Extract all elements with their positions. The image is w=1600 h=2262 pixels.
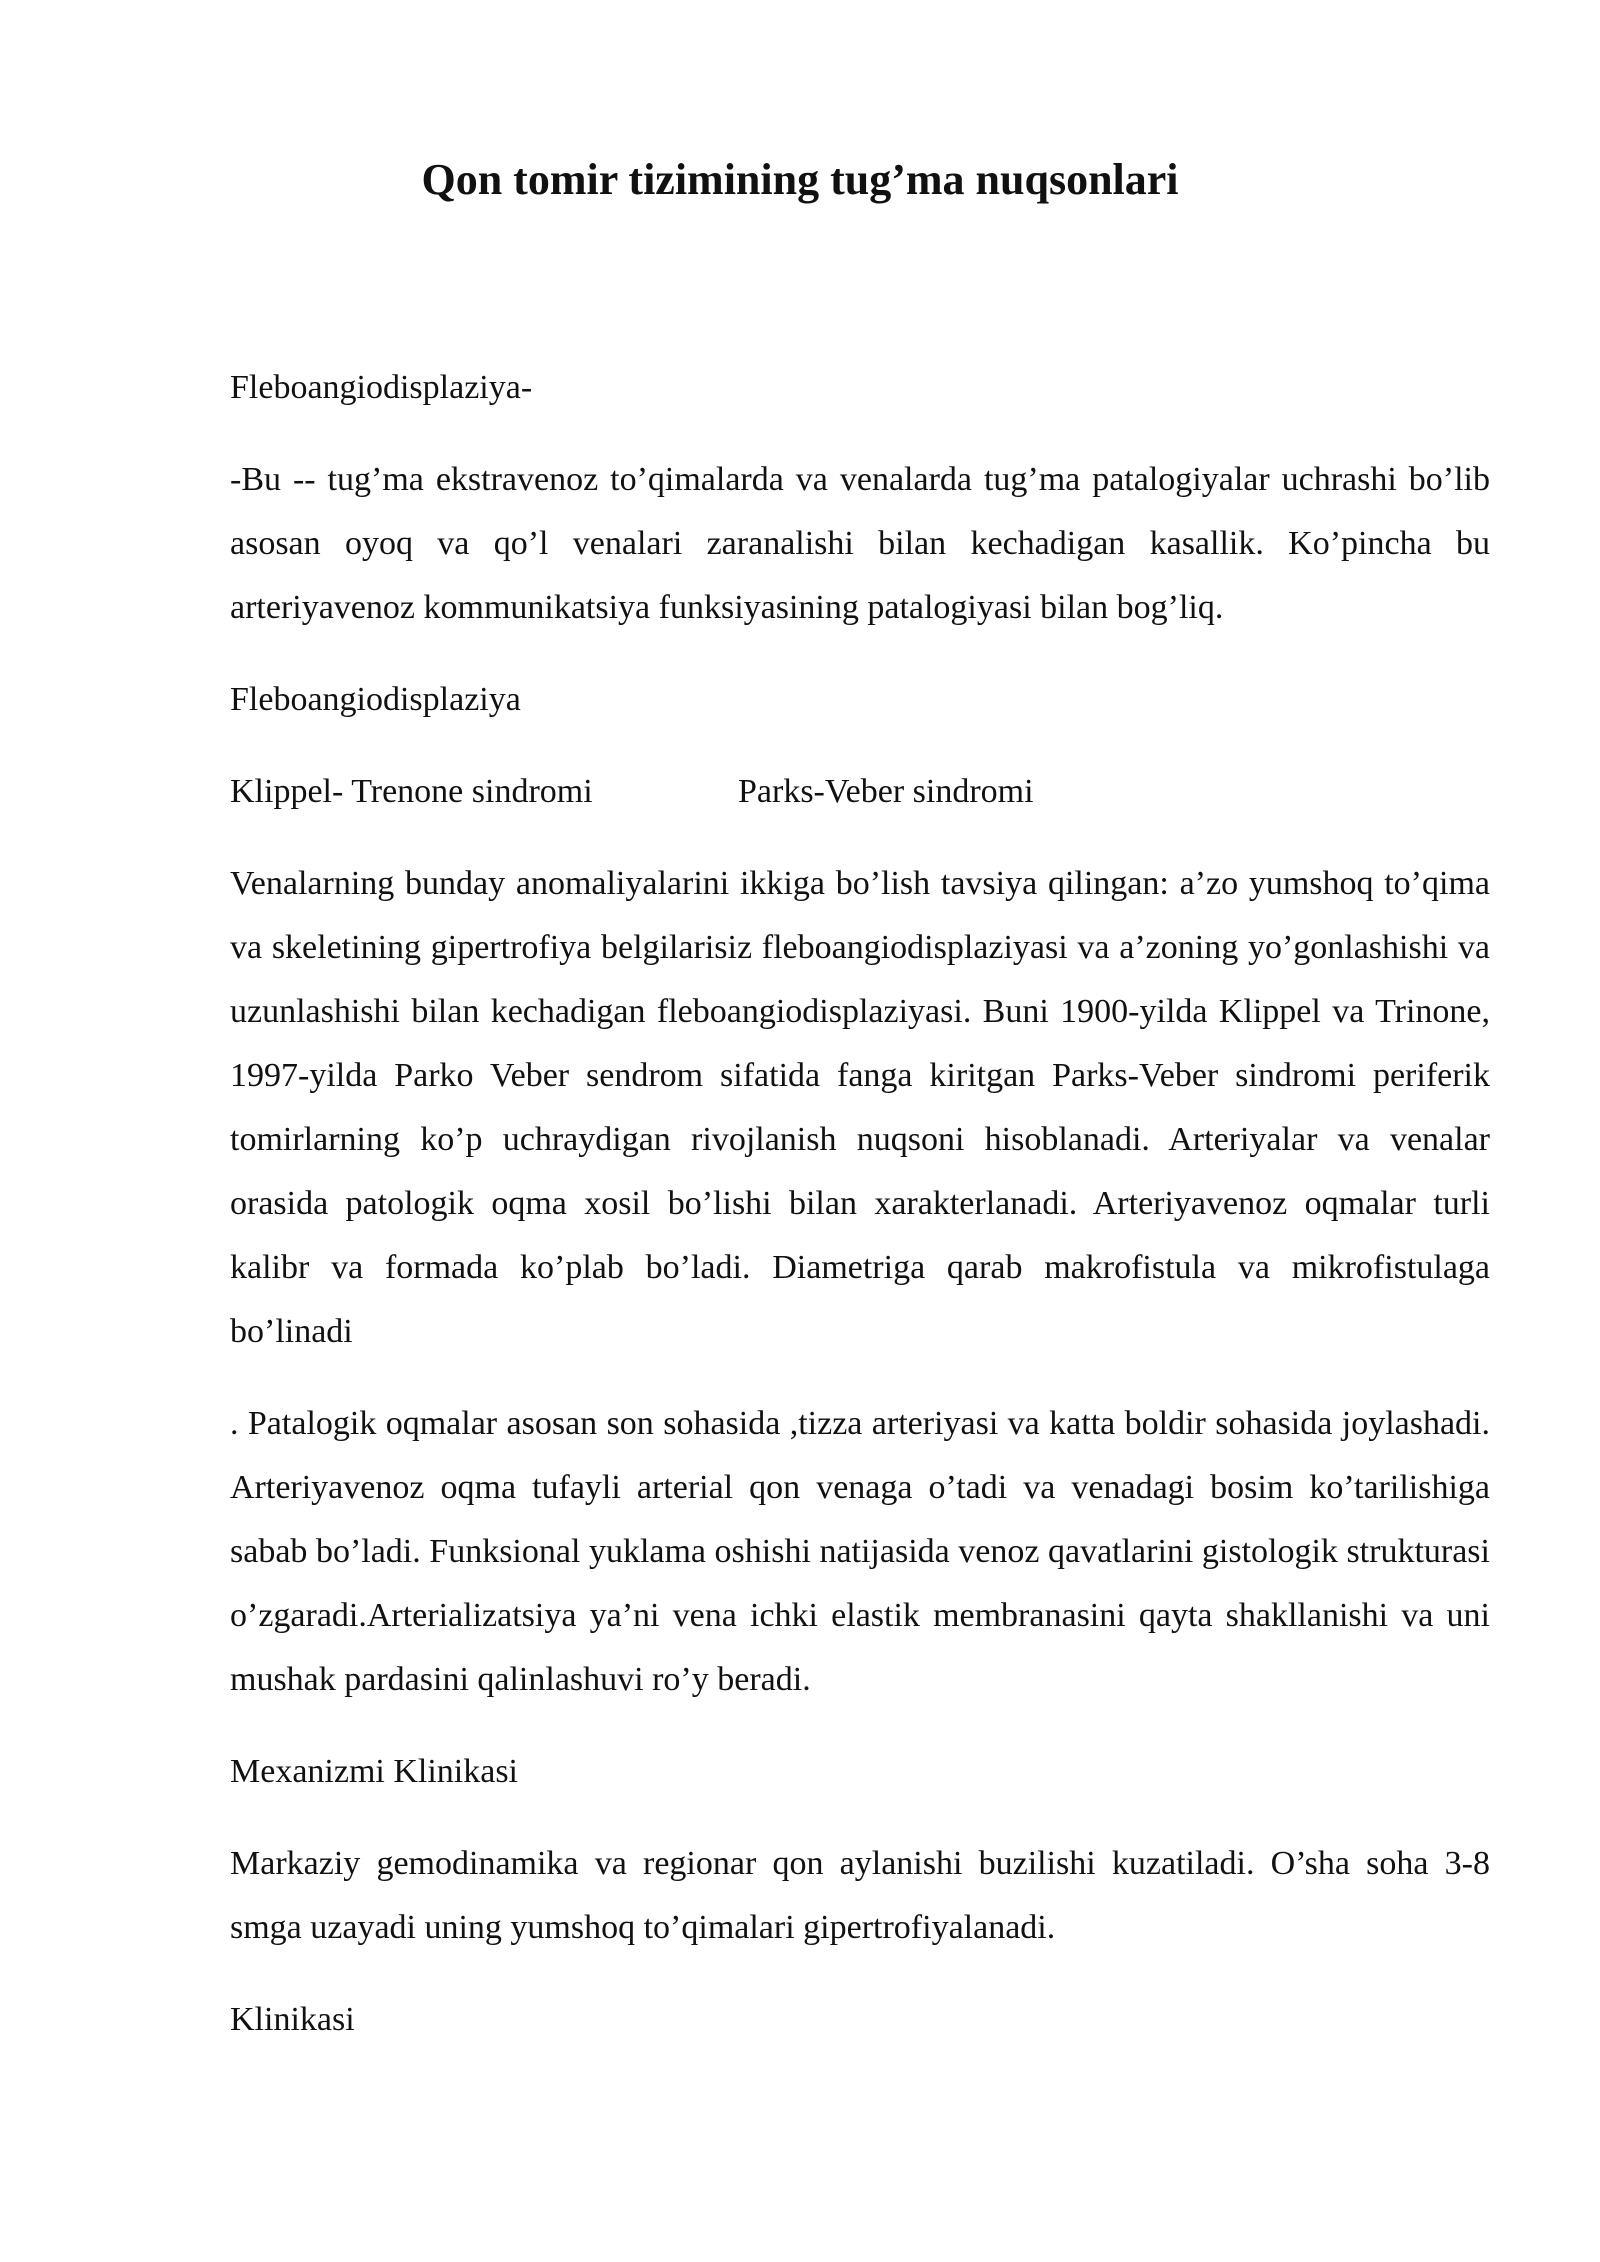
paragraph-pathologic-fistulas: . Patalogik oqmalar asosan son sohasida ,tizza arteriyasi va katta boldir sohasida joylashadi. Arteriyavenoz oqma tufayli arterial qon venaga o’tadi va venadagi bosim ko’tarilishiga sabab bo’ladi. Funksional yuklama oshishi natijasida venoz qavatlarini gistologik strukturasi o’zgaradi.Arterializatsiya ya’ni vena ichki elastik membranasini qayta shakllanishi va uni mushak pardasini qalinlashuvi ro’y beradi.: [230, 1405, 1490, 1698]
syndrome-types-row: [230, 760, 1490, 824]
syndrome-parks-veber: Parks-Veber sindromi: [738, 773, 1034, 810]
section-heading-classification: Fleboangiodisplaziya: [230, 681, 521, 718]
syndrome-klippel-trenone: Klippel- Trenone sindromi: [230, 773, 593, 810]
section-heading-clinic: Klinikasi: [230, 2001, 355, 2038]
paragraph-definition: -Bu -- tug’ma ekstravenoz to’qimalarda va venalarda tug’ma patalogiyalar uchrashi bo’lib asosan oyoq va qo’l venalari zaranalishi bilan kechadigan kasallik. Ko’pincha bu arteriyavenoz kommunikatsiya funksiyasining patalogiyasi bilan bog’liq.: [230, 461, 1490, 626]
document-body: [230, 356, 1490, 2080]
paragraph-anomalies: Venalarning bunday anomaliyalarini ikkiga bo’lish tavsiya qilingan: a’zo yumshoq to’qima va skeletining gipertrofiya belgilarisiz fleboangiodisplaziyasi va a’zoning yo’gonlashishi va uzunlashishi bilan kechadigan fleboangiodisplaziyasi. Buni 1900-yilda Klippel va Trinone, 1997-yilda Parko Veber sendrom sifatida fanga kiritgan Parks-Veber sindromi periferik tomirlarning ko’p uchraydigan rivojlanish nuqsoni hisoblanadi. Arteriyalar va venalar orasida patologik oqma xosil bo’lishi bilan xarakterlanadi. Arteriyavenoz oqmalar turli kalibr va formada ko’plab bo’ladi. Diametriga qarab makrofistula va mikrofistulaga bo’linadi: [230, 865, 1490, 1350]
section-heading-mechanism: Mexanizmi Klinikasi: [230, 1753, 519, 1790]
paragraph-hemodynamics: Markaziy gemodinamika va regionar qon aylanishi buzilishi kuzatiladi. O’sha soha 3-8 smga uzayadi uning yumshoq to’qimalari gipertrofiyalanadi.: [230, 1845, 1490, 1946]
document-title: Qon tomir tizimining tug’ma nuqsonlari: [421, 155, 1179, 204]
section-heading-fleboangiodisplaziya: Fleboangiodisplaziya-: [230, 369, 533, 406]
